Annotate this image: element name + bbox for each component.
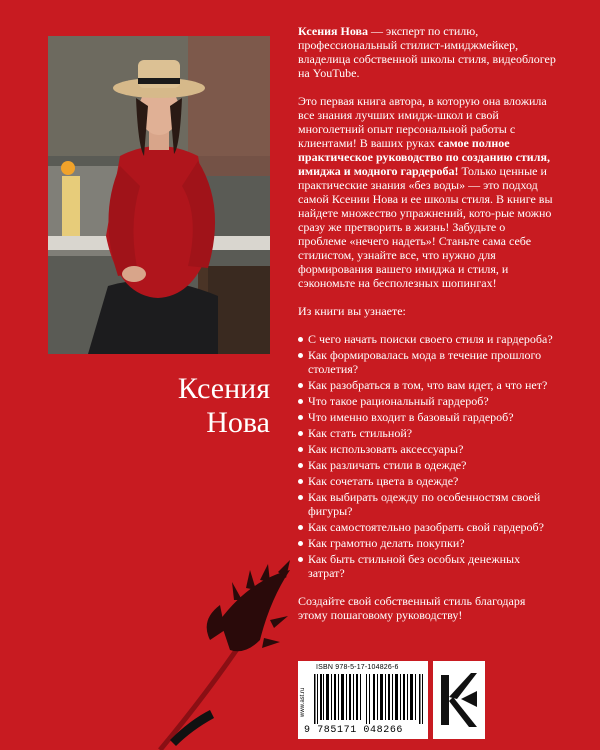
list-item: Как самостоятельно разобрать свой гардероб? (298, 520, 556, 534)
author-first-name: Ксения (177, 372, 270, 405)
description-column (298, 24, 556, 636)
list-item: Как сочетать цвета в одежде? (298, 474, 556, 488)
book-description (298, 94, 556, 290)
author-intro-name: Ксения Нова (298, 24, 369, 38)
ast-k-logo-icon (433, 661, 485, 739)
isbn-text: ISBN 978-5-17-104826-6 (316, 664, 399, 671)
list-item: Как стать стильной? (298, 426, 556, 440)
author-intro (298, 24, 556, 80)
closing-text: Создайте свой собственный стиль благодаря этому пошаговому руководству! (298, 594, 526, 622)
list-item: С чего начать поиски своего стиля и гардероба? (298, 332, 556, 346)
publisher-site: www.ast.ru (300, 687, 306, 717)
author-last-name: Нова (206, 406, 270, 439)
description-part2: Только ценные и практические знания «без воды» — это подход самой Ксении Нова и ее школы стиля. В книге вы найдете множество упражнений, кото-рые можно сразу же претворить в жизнь! Забудьте о проблеме «нечего надеть»! Станьте сама себе стилистом, узнайте все, что нужно для формирования вашего имиджа и стиля, и сэкономьте на бесполезных шопингах! (298, 164, 553, 290)
list-item: Как грамотно делать покупки? (298, 536, 556, 550)
description-bold: самое полное практическое руководство по созданию стиля, имиджа и модного гардероба! (298, 136, 550, 178)
list-item: Что именно входит в базовый гардероб? (298, 410, 556, 424)
list-item: Как разобраться в том, что вам идет, а что нет? (298, 378, 556, 392)
questions-title: Из книги вы узнаете: (298, 304, 406, 318)
mascara-brush-icon (150, 560, 300, 750)
author-name (150, 372, 270, 440)
barcode-number: 9 785171 048266 (304, 725, 404, 736)
author-intro-text: — эксперт по стилю, профессиональный стилист-имиджмейкер, владелица собственной школы стиля, видеоблогер на YouTube. (298, 24, 556, 80)
author-photo (48, 36, 270, 354)
questions-list (298, 332, 556, 580)
description-part1: Это первая книга автора, в которую она вложила все знания лучших имидж-школ и свой многолетний опыт персональной работы с клиентами! В ваших руках (298, 94, 547, 150)
list-item: Как различать стили в одежде? (298, 458, 556, 472)
list-item: Как быть стильной без особых денежных затрат? (298, 552, 556, 580)
list-item: Что такое рациональный гардероб? (298, 394, 556, 408)
list-item: Как использовать аксессуары? (298, 442, 556, 456)
isbn-barcode (298, 661, 428, 739)
list-item: Как выбирать одежду по особенностям своей фигуры? (298, 490, 556, 518)
list-item: Как формировалась мода в течение прошлого столетия? (298, 348, 556, 376)
barcode-bars (314, 674, 424, 724)
